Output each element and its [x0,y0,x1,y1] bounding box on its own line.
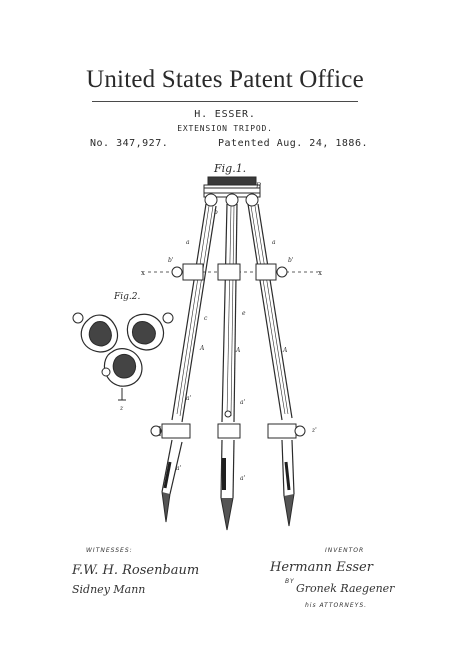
tripod-leg-right [248,204,305,526]
witness-signature-1: F.W. H. Rosenbaum [72,563,200,578]
label-a-2: a [272,239,276,246]
label-z1: z' [312,427,317,434]
label-a-1: a [186,239,190,246]
witness-signature-2: Sidney Mann [72,583,146,596]
upper-clamps [141,264,322,280]
label-a1-3: a' [176,465,182,472]
label-A-2: A [236,347,241,354]
fig1-label: Fig.1. [214,162,247,175]
inventor-label: INVENTOR [325,547,365,554]
label-z-fig2: z [120,405,124,412]
label-x-left: x [141,269,145,277]
patent-number: No. 347,927. [90,138,169,149]
tripod-leg-left [151,204,216,522]
attorneys-label: his ATTORNEYS. [305,602,368,609]
witnesses-label: WITNESSES: [86,547,133,554]
label-A-3: A [283,347,288,354]
tripod-head [204,177,261,206]
document-title: United States Patent Office [86,66,364,93]
label-a1-4: a' [240,475,246,482]
patent-date: Patented Aug. 24, 1886. [218,138,368,149]
patent-subject: EXTENSION TRIPOD. [177,124,273,133]
label-x-right: x [318,269,322,277]
label-b: b [214,209,218,216]
label-b1-2: b' [288,257,294,264]
label-c: c [204,315,208,322]
tripod-leg-middle [218,204,240,530]
label-B: B [256,182,262,190]
label-a1-2: a' [240,399,246,406]
figure-2 [73,292,173,412]
by-label: BY [285,578,295,585]
attorney-signature: Gronek Raegener [296,582,395,595]
label-b1-1: b' [168,257,174,264]
fig2-label: Fig.2. [114,292,141,302]
label-e: e [242,310,246,317]
label-A-1: A [200,345,205,352]
label-a1-1: a' [186,395,192,402]
inventor-name: H. ESSER. [194,109,256,120]
inventor-signature: Hermann Esser [270,560,373,575]
